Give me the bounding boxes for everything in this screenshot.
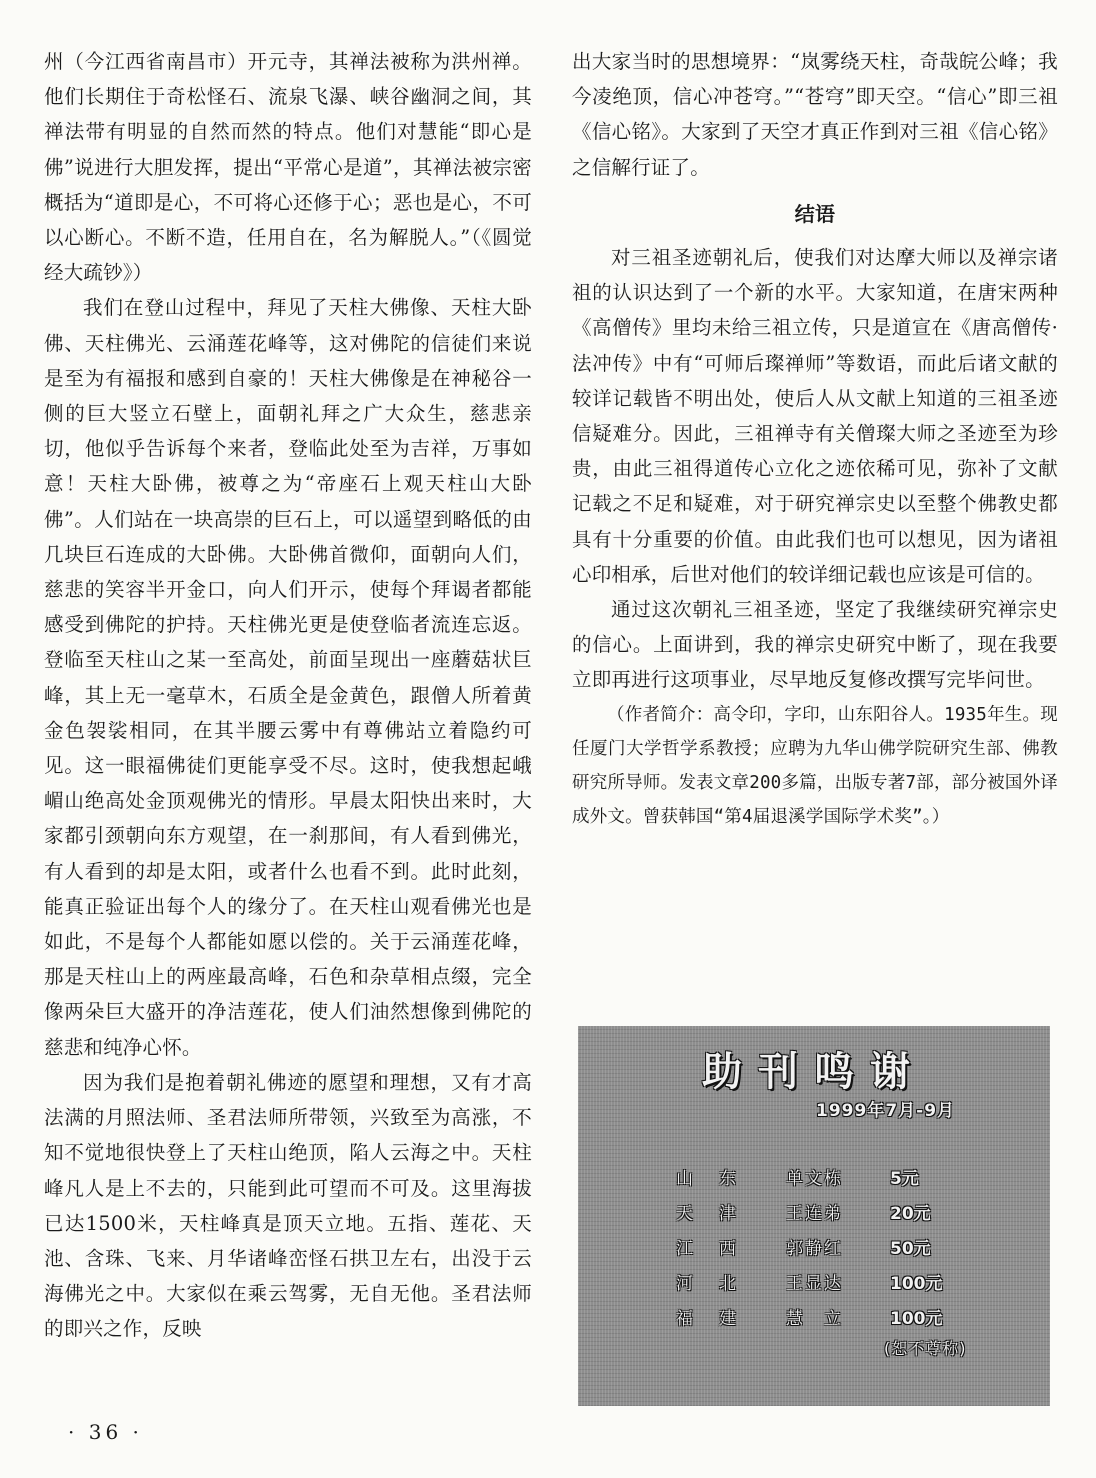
paragraph-conclusion: 对三祖圣迹朝礼后，使我们对达摩大师以及禅宗诸祖的认识达到了一个新的水平。大家知道，在唐宋两种《高僧传》里均未给三祖立传，只是道宣在《唐高僧传·法冲传》中有“可师后璨禅师”等数语，而此后诸文献的较详记载皆不明出处，使后人从文献上知道的三祖圣迹信疑难分。因此，三祖禅寺有关僧璨大师之圣迹至为珍贵，由此三祖得道传心立化之迹依稀可见，弥补了文献记载之不足和疑难，对于研究禅宗史以至整个佛教史都具有十分重要的价值。由此我们也可以想见，因为诸祖心印相承，后世对他们的较详细记载也应该是可信的。 [572, 246, 1058, 586]
donor-amount: 50元 [890, 1239, 931, 1259]
paragraph-resolve: 通过这次朝礼三祖圣迹，坚定了我继续研究禅宗史的信心。上面讲到，我的禅宗史研究中断了，现在我要立即再进行这项事业，尽早地反复修改撰写完毕问世。 [572, 598, 1058, 692]
section-heading-conclusion: 结语 [794, 201, 836, 226]
donor-amount: 100元 [890, 1309, 943, 1329]
donor-amount: 20元 [890, 1204, 931, 1224]
paragraph-tianzhu-buddhas: 我们在登山过程中，拜见了天柱大佛像、天柱大卧佛、天柱佛光、云涌莲花峰等，这对佛陀的信徒们来说是至为有福报和感到自豪的！天柱大佛像是在神秘谷一侧的巨大竖立石壁上，面朝礼拜之广大众生，慈悲亲切，他似乎告诉每个来者，登临此处至为吉祥，万事如意！天柱大卧佛，被尊之为“帝座石上观天柱山大卧佛”。人们站在一块高崇的巨石上，可以遥望到略低的由几块巨石连成的大卧佛。大卧佛首微仰，面朝向人们，慈悲的笑容半开金口，向人们开示，使每个拜谒者都能感受到佛陀的护持。天柱佛光更是使登临者流连忘返。登临至天柱山之某一至高处，前面呈现出一座蘑菇状巨峰，其上无一毫草木，石质全是金黄色，跟僧人所着黄金色袈裟相同，在其半腰云雾中有尊佛站立着隐约可见。这一眼福佛徒们更能享受不尽。这时，使我想起峨嵋山绝高处金顶观佛光的情形。早晨太阳快出来时，大家都引颈朝向东方观望，在一刹那间，有人看到佛光，有人看到的却是太阳，或者什么也看不到。此时此刻，能真正验证出每个人的缘分了。在天柱山观看佛光也是如此，不是每个人都能如愿以偿的。关于云涌莲花峰，那是天柱山上的两座最高峰，石色和杂草相点缀，完全像两朵巨大盛开的净洁莲花，使人们油然想像到佛陀的慈悲和纯净心怀。 [44, 296, 532, 1059]
paragraph-summit: 因为我们是抱着朝礼佛迹的愿望和理想，又有才高法满的月照法师、圣君法师所带领，兴致至为高涨，不知不觉地很快登上了天柱山绝顶，陷人云海之中。天柱峰凡人是上不去的，只能到此可望而不可及。这里海拔已达1500米，天柱峰真是顶天立地。五指、莲花、天池、含珠、飞来、月华诸峰峦怪石拱卫左右，出没于云海佛光之中。大家似在乘云驾雾，无自无他。圣君法师的即兴之作，反映 [44, 1070, 532, 1341]
thanks-period: 1999年7月-9月 [816, 1101, 956, 1121]
donor-name: 郭静红 [786, 1239, 843, 1259]
donor-name: 慧 立 [786, 1309, 843, 1329]
donor-amount: 100元 [890, 1274, 943, 1294]
donation-thanks-box [578, 1026, 1050, 1406]
donor-name: 单文栋 [786, 1169, 843, 1189]
author-bio: （作者简介：高令印，字印，山东阳谷人。1935年生。现任厦门大学哲学系教授；应聘为九华山佛学院研究生部、佛教研究所导师。发表文章200多篇，出版专著7部，部分被国外译成外文。曾获韩国“第4届退溪学国际学术奖”。） [572, 704, 1058, 827]
donor-name: 王连弟 [786, 1204, 843, 1224]
donor-province: 山东 [676, 1169, 762, 1189]
donor-province: 福建 [676, 1309, 762, 1329]
donor-province: 河北 [676, 1274, 762, 1294]
paragraph-poem-continuation: 出大家当时的思想境界：“岚雾绕天柱，奇哉皖公峰；我今凌绝顶，信心冲苍穹。”“苍穹”即天空。“信心”即三祖《信心铭》。大家到了天空才真正作到对三祖《信心铭》之信解行证了。 [572, 50, 1058, 179]
donor-province: 天津 [676, 1204, 762, 1224]
right-column [572, 44, 1058, 834]
thanks-note: (恕不尊称) [884, 1339, 967, 1358]
page-number: · 36 · [68, 1420, 143, 1444]
left-column [44, 44, 532, 1347]
donor-name: 王显达 [786, 1274, 843, 1294]
paragraph-hongzhou-chan: 州（今江西省南昌市）开元寺，其禅法被称为洪州禅。他们长期住于奇松怪石、流泉飞瀑、峡谷幽洞之间，其禅法带有明显的自然而然的特点。他们对慧能“即心是佛”说进行大胆发挥，提出“平常心是道”，其禅法被宗密概括为“道即是心，不可将心还修于心；恶也是心，不可以心断心。不断不造，任用自在，名为解脱人。”（《圆觉经大疏钞》） [44, 50, 532, 285]
thanks-title: 助刊鸣谢 [702, 1049, 926, 1095]
donor-province: 江西 [676, 1239, 762, 1259]
donor-amount: 5元 [890, 1169, 919, 1189]
